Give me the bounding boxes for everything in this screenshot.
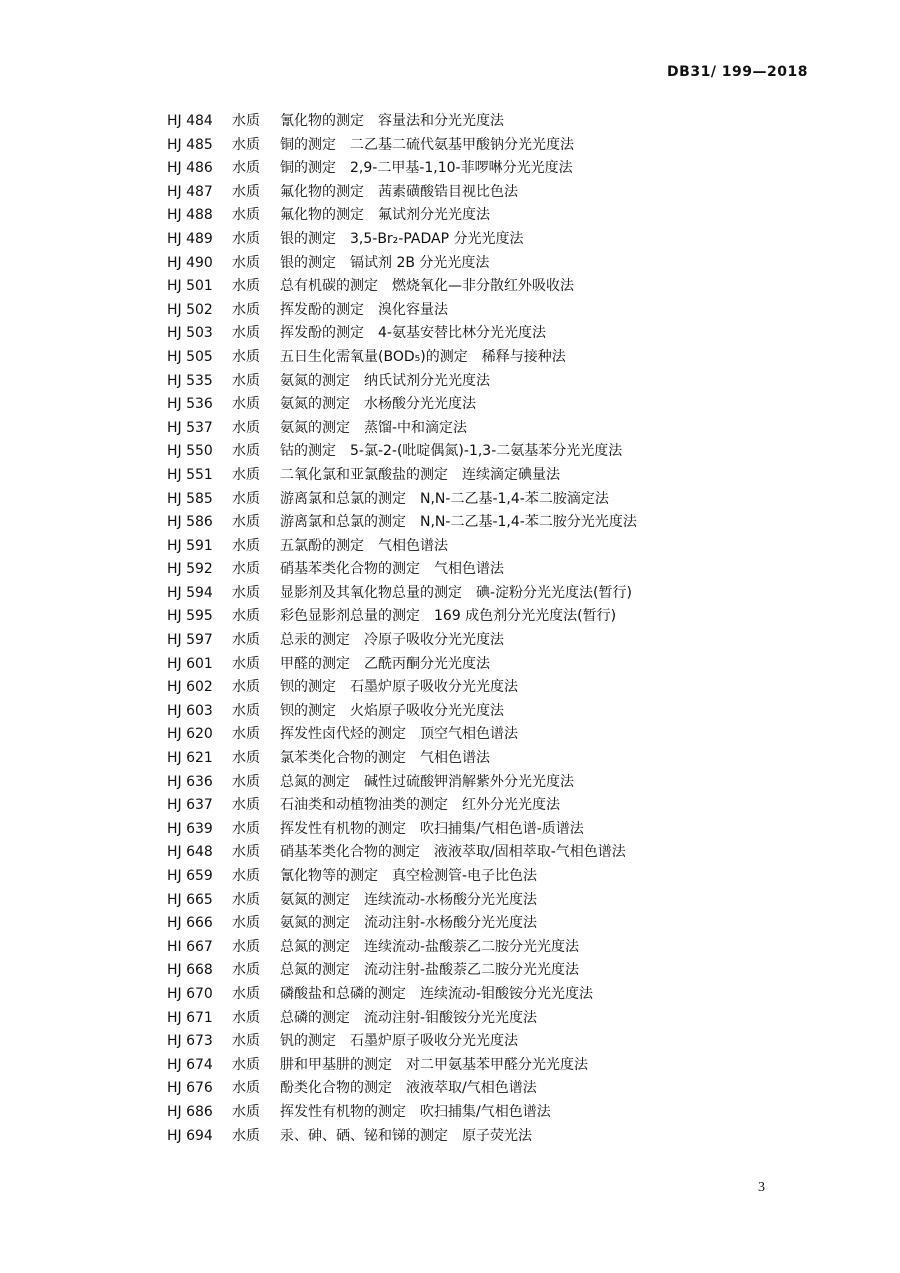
standard-code: HJ 671: [167, 1009, 213, 1026]
standard-code: HJ 676: [167, 1080, 213, 1097]
standard-category: 水质: [232, 750, 260, 767]
standard-category: 水质: [232, 962, 260, 979]
standard-title: 氰化物的测定 容量法和分光光度法: [280, 113, 504, 129]
standard-code: HJ 550: [167, 443, 213, 460]
list-item: [167, 440, 867, 464]
standard-title: 挥发酚的测定 4-氨基安替比林分光光度法: [280, 325, 546, 342]
standard-title: 硝基苯类化合物的测定 液液萃取/固相萃取-气相色谱法: [280, 844, 626, 861]
list-item: [167, 110, 867, 134]
standard-code: HJ 601: [167, 655, 213, 672]
standard-title: 氨氮的测定 连续流动-水杨酸分光光度法: [280, 891, 538, 908]
standard-title: 铜的测定 2,9-二甲基-1,10-菲啰啉分光光度法: [280, 160, 573, 177]
standard-title: 二氧化氯和亚氯酸盐的测定 连续滴定碘量法: [280, 466, 560, 483]
list-item: [167, 134, 867, 158]
list-item: [167, 204, 867, 228]
list-item: [167, 370, 867, 394]
list-item: [167, 1077, 867, 1101]
standard-category: 水质: [232, 1056, 260, 1073]
list-item: [167, 653, 867, 677]
list-item: [167, 936, 867, 960]
standard-title: 彩色显影剂总量的测定 169 成色剂分光光度法(暂行): [280, 608, 617, 625]
standard-code: HJ 602: [167, 679, 213, 696]
list-item: [167, 841, 867, 865]
standard-title: 氨氮的测定 流动注射-水杨酸分光光度法: [280, 915, 538, 932]
standard-category: 水质: [232, 419, 260, 436]
standard-category: 水质: [232, 632, 260, 649]
standard-title: 总氮的测定 流动注射-盐酸萘乙二胺分光光度法: [280, 962, 580, 979]
list-item: [167, 275, 867, 299]
list-item: [167, 252, 867, 276]
standard-category: 水质: [232, 844, 260, 861]
standard-code: HJ 490: [167, 254, 213, 271]
standard-title: 氯苯类化合物的测定 气相色谱法: [280, 750, 490, 767]
standard-title: 钡的测定 火焰原子吸收分光光度法: [280, 702, 504, 719]
standard-category: 水质: [232, 537, 260, 554]
standard-category: 水质: [232, 396, 260, 413]
list-item: [167, 299, 867, 323]
list-item: [167, 865, 867, 889]
list-item: [167, 794, 867, 818]
standard-category: 水质: [232, 1127, 260, 1144]
standard-category: 水质: [232, 868, 260, 884]
standard-code: HJ 595: [167, 608, 213, 625]
standard-title: 硝基苯类化合物的测定 气相色谱法: [280, 561, 504, 578]
standard-category: 水质: [232, 466, 260, 483]
standard-category: 水质: [232, 348, 260, 365]
list-item: [167, 983, 867, 1007]
standard-code: HJ 535: [167, 372, 213, 389]
standard-category: 水质: [232, 183, 260, 200]
standard-title: 氨氮的测定 水杨酸分光光度法: [280, 396, 476, 413]
standard-category: 水质: [232, 891, 260, 908]
standard-category: 水质: [232, 655, 260, 672]
list-item: [167, 558, 867, 582]
standard-category: 水质: [232, 1009, 260, 1026]
standard-code: HJ 648: [167, 844, 213, 861]
standard-title: 总有机碳的测定 燃烧氧化—非分散红外吸收法: [280, 278, 574, 295]
list-item: [167, 417, 867, 441]
standard-title: 氟化物的测定 茜素磺酸锆目视比色法: [280, 183, 518, 200]
standard-title: 汞、砷、硒、铋和锑的测定 原子荧光法: [280, 1127, 532, 1144]
list-item: [167, 676, 867, 700]
list-item: [167, 535, 867, 559]
standard-title: 挥发性卤代烃的测定 顶空气相色谱法: [280, 726, 518, 743]
list-item: [167, 818, 867, 842]
list-item: [167, 605, 867, 629]
list-item: [167, 959, 867, 983]
standard-code: HJ 621: [167, 750, 213, 767]
list-item: [167, 393, 867, 417]
standard-category: 水质: [232, 702, 260, 719]
standard-code: HJ 503: [167, 325, 213, 342]
standard-title: 氨氮的测定 纳氏试剂分光光度法: [280, 372, 490, 389]
list-item: [167, 322, 867, 346]
standard-title: 石油类和动植物油类的测定 红外分光光度法: [280, 797, 560, 814]
standard-code: HJ 585: [167, 490, 213, 507]
standard-title: 酚类化合物的测定 液液萃取/气相色谱法: [280, 1080, 537, 1097]
standard-code: HJ 586: [167, 514, 213, 531]
list-item: [167, 723, 867, 747]
list-item: [167, 511, 867, 535]
document-code: DB31/ 199—2018: [667, 64, 808, 80]
standard-category: 水质: [232, 372, 260, 389]
standard-category: 水质: [232, 514, 260, 531]
list-item: [167, 700, 867, 724]
standard-category: 水质: [232, 679, 260, 696]
list-item: [167, 1030, 867, 1054]
standard-code: HJ 484: [167, 113, 213, 129]
standard-category: 水质: [232, 938, 260, 955]
standard-code: HJ 487: [167, 183, 213, 200]
standard-code: HJ 488: [167, 207, 213, 224]
page-number: 3: [758, 1180, 765, 1195]
standard-title: 五氯酚的测定 气相色谱法: [280, 537, 448, 554]
standard-category: 水质: [232, 207, 260, 224]
standard-code: HJ 597: [167, 632, 213, 649]
standard-title: 铜的测定 二乙基二硫代氨基甲酸钠分光光度法: [280, 136, 574, 153]
list-item: [167, 1007, 867, 1031]
standard-title: 氟化物的测定 氟试剂分光光度法: [280, 207, 490, 224]
standard-title: 游离氯和总氯的测定 N,N-二乙基-1,4-苯二胺滴定法: [280, 490, 609, 507]
standard-code: HJ 489: [167, 230, 213, 247]
standard-title: 总磷的测定 流动注射-钼酸铵分光光度法: [280, 1009, 538, 1026]
list-item: [167, 889, 867, 913]
standard-title: 游离氯和总氯的测定 N,N-二乙基-1,4-苯二胺分光光度法: [280, 514, 637, 531]
standard-code: HJ 639: [167, 820, 213, 837]
standard-title: 磷酸盐和总磷的测定 连续流动-钼酸铵分光光度法: [280, 985, 594, 1002]
standard-code: HJ 537: [167, 419, 213, 436]
list-item: [167, 181, 867, 205]
standard-code: HJ 686: [167, 1103, 213, 1120]
standard-code: HJ 666: [167, 915, 213, 932]
standard-code: HJ 551: [167, 466, 213, 483]
standard-category: 水质: [232, 1103, 260, 1120]
list-item: [167, 747, 867, 771]
standard-title: 总汞的测定 冷原子吸收分光光度法: [280, 632, 504, 649]
standard-category: 水质: [232, 985, 260, 1002]
list-item: [167, 464, 867, 488]
standard-category: 水质: [232, 1033, 260, 1050]
standard-code: HJ 536: [167, 396, 213, 413]
standard-code: HJ 620: [167, 726, 213, 743]
standard-category: 水质: [232, 561, 260, 578]
standard-category: 水质: [232, 726, 260, 743]
standard-category: 水质: [232, 301, 260, 318]
standard-code: HJ 673: [167, 1033, 213, 1050]
standard-title: 肼和甲基肼的测定 对二甲氨基苯甲醛分光光度法: [280, 1056, 588, 1073]
standards-list: [167, 110, 867, 1148]
standard-code: HJ 603: [167, 702, 213, 719]
standard-category: 水质: [232, 584, 260, 601]
list-item: [167, 157, 867, 181]
standard-code: HJ 591: [167, 537, 213, 554]
standard-title: 钴的测定 5-氯-2-(吡啶偶氮)-1,3-二氨基苯分光光度法: [280, 443, 623, 460]
list-item: [167, 346, 867, 370]
list-item: [167, 1125, 867, 1149]
list-item: [167, 629, 867, 653]
standard-title: 甲醛的测定 乙酰丙酮分光光度法: [280, 655, 490, 672]
standard-code: HJ 594: [167, 584, 213, 601]
standard-category: 水质: [232, 136, 260, 153]
standard-title: 总氮的测定 连续流动-盐酸萘乙二胺分光光度法: [280, 938, 580, 955]
standard-code: HJ 486: [167, 160, 213, 177]
standard-code: HJ 659: [167, 868, 213, 884]
standard-code: HJ 665: [167, 891, 213, 908]
standard-category: 水质: [232, 1080, 260, 1097]
list-item: [167, 228, 867, 252]
standard-category: 水质: [232, 230, 260, 247]
standard-title: 银的测定 3,5-Br₂-PADAP 分光光度法: [280, 230, 524, 247]
standard-title: 钒的测定 石墨炉原子吸收分光光度法: [280, 1033, 518, 1050]
standard-title: 挥发性有机物的测定 吹扫捕集/气相色谱-质谱法: [280, 820, 584, 837]
standard-title: 钡的测定 石墨炉原子吸收分光光度法: [280, 679, 518, 696]
standard-category: 水质: [232, 443, 260, 460]
standard-code: HJ 636: [167, 773, 213, 790]
standard-title: 五日生化需氧量(BOD₅)的测定 稀释与接种法: [280, 348, 566, 365]
standard-code: HJ 670: [167, 985, 213, 1002]
standard-category: 水质: [232, 254, 260, 271]
standard-title: 挥发酚的测定 溴化容量法: [280, 301, 448, 318]
standard-category: 水质: [232, 915, 260, 932]
standard-code: HJ 592: [167, 561, 213, 578]
list-item: [167, 912, 867, 936]
standard-code: HJ 668: [167, 962, 213, 979]
standard-category: 水质: [232, 608, 260, 625]
list-item: [167, 582, 867, 606]
standard-category: 水质: [232, 325, 260, 342]
standard-title: 氰化物等的测定 真空检测管-电子比色法: [280, 868, 538, 884]
standard-code: HJ 501: [167, 278, 213, 295]
standard-title: 银的测定 镉试剂 2B 分光光度法: [280, 254, 490, 271]
list-item: [167, 1054, 867, 1078]
list-item: [167, 771, 867, 795]
standard-code: HJ 694: [167, 1127, 213, 1144]
standard-code: HI 667: [167, 938, 213, 955]
standard-category: 水质: [232, 278, 260, 295]
standard-code: HJ 505: [167, 348, 213, 365]
standard-category: 水质: [232, 113, 260, 129]
standard-code: HJ 674: [167, 1056, 213, 1073]
standard-code: HJ 502: [167, 301, 213, 318]
list-item: [167, 488, 867, 512]
standard-code: HJ 637: [167, 797, 213, 814]
standard-title: 总氮的测定 碱性过硫酸钾消解紫外分光光度法: [280, 773, 574, 790]
list-item: [167, 1101, 867, 1125]
standard-category: 水质: [232, 820, 260, 837]
standard-code: HJ 485: [167, 136, 213, 153]
standard-title: 氨氮的测定 蒸馏-中和滴定法: [280, 419, 468, 436]
standard-title: 挥发性有机物的测定 吹扫捕集/气相色谱法: [280, 1103, 551, 1120]
standard-category: 水质: [232, 797, 260, 814]
standard-category: 水质: [232, 160, 260, 177]
standard-category: 水质: [232, 490, 260, 507]
standard-category: 水质: [232, 773, 260, 790]
standard-title: 显影剂及其氧化物总量的测定 碘-淀粉分光光度法(暂行): [280, 584, 632, 601]
